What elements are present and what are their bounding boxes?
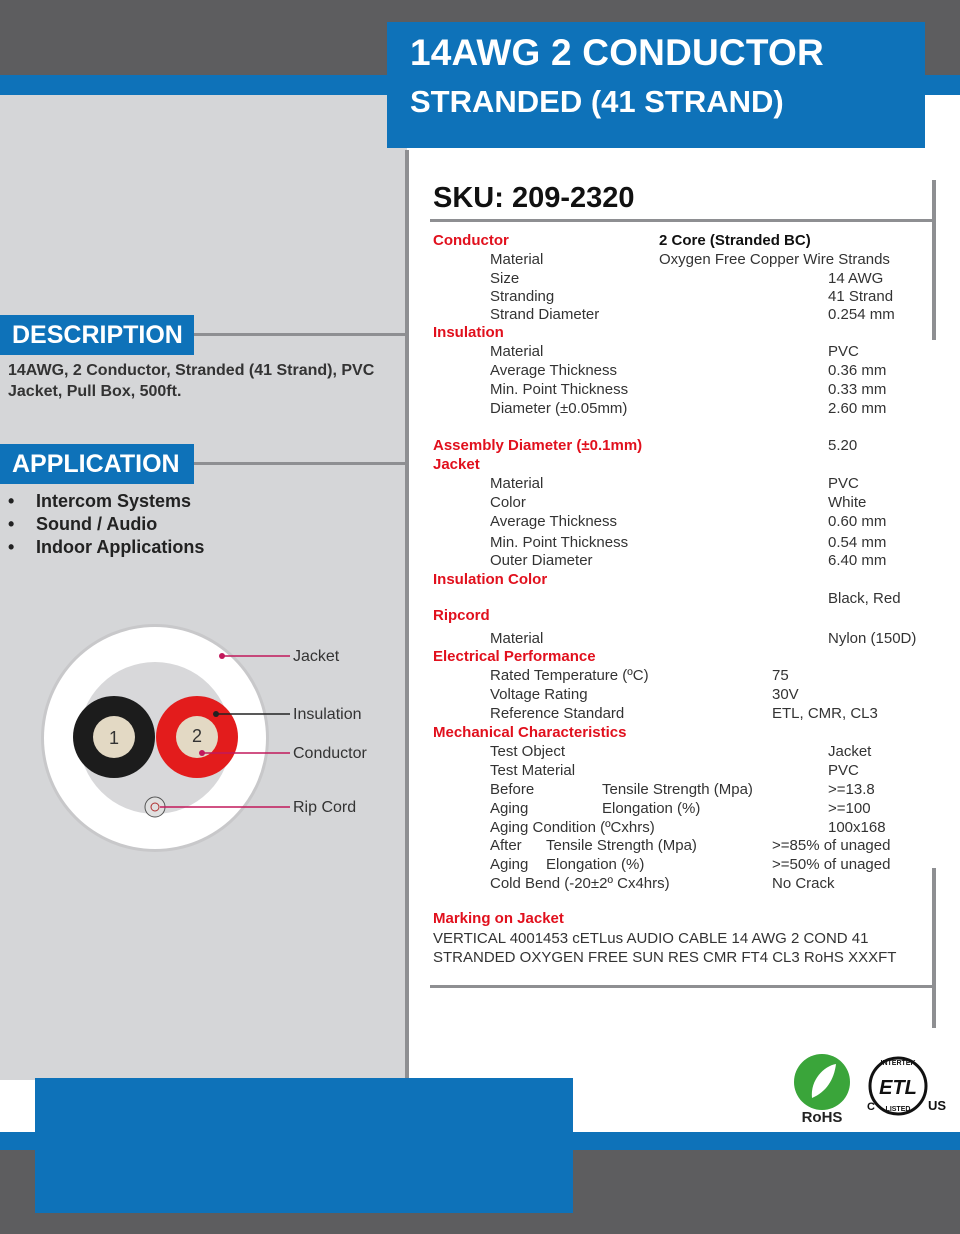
- spec-row-label: Material: [490, 475, 544, 492]
- etl-us-mark: US: [928, 1098, 947, 1113]
- spec-row-label: Aging: [490, 800, 529, 817]
- cable-cross-section-diagram: [0, 600, 400, 900]
- spec-row-value: 41 Strand: [828, 288, 894, 305]
- spec-row-sublabel: Tensile Strength (Mpa): [602, 781, 753, 798]
- spec-row-label: Aging: [490, 856, 529, 873]
- page-title-line2: STRANDED (41 STRAND): [410, 84, 784, 119]
- spec-row-value: 0.33 mm: [828, 381, 887, 398]
- left-panel: [0, 95, 407, 1080]
- spec-row-label: Average Thickness: [490, 362, 618, 379]
- spec-row-value: 75: [772, 667, 789, 684]
- spec-row-label: After: [490, 837, 522, 854]
- etl-mark: ETL: [879, 1077, 917, 1099]
- spec-row-label: Material: [490, 251, 544, 268]
- marking-heading: Marking on Jacket: [433, 910, 564, 927]
- frame-line-top: [932, 180, 936, 340]
- core-2-number: 2: [191, 726, 203, 746]
- spec-row-value: ETL, CMR, CL3: [772, 705, 878, 722]
- application-heading: APPLICATION: [0, 444, 194, 484]
- etl-logo: [867, 1058, 946, 1114]
- spec-row-label: Outer Diameter: [490, 552, 593, 569]
- marking-divider: [430, 985, 933, 988]
- spec-row-value: Jacket: [828, 743, 872, 760]
- application-rule: [194, 462, 407, 465]
- etl-listed-text: LISTED: [885, 1106, 911, 1113]
- page-title-line1: 14AWG 2 CONDUCTOR: [410, 32, 824, 73]
- spec-row-label: Before: [490, 781, 535, 798]
- spec-row-label: Material: [490, 343, 544, 360]
- spec-row-value: No Crack: [772, 875, 835, 892]
- spec-row-value: Black, Red: [828, 590, 901, 607]
- description-rule: [194, 333, 407, 336]
- spec-row-value: White: [828, 494, 867, 511]
- spec-row-label: Test Object: [490, 743, 566, 760]
- spec-row-value: >=85% of unaged: [772, 837, 891, 854]
- spec-row-sublabel: Elongation (%): [602, 800, 701, 817]
- spec-row-value: 2 Core (Stranded BC): [659, 232, 811, 249]
- etl-c-mark: C: [867, 1101, 875, 1113]
- bottom-blue-block: [35, 1078, 573, 1213]
- certification-logos: [790, 1050, 950, 1130]
- spec-section-label: Insulation: [433, 324, 504, 341]
- callout-dot-conductor: [199, 750, 205, 756]
- spec-row-value: >=13.8: [828, 781, 875, 798]
- description-text: 14AWG, 2 Conductor, Stranded (41 Strand), PVC Jacket, Pull Box, 500ft.: [8, 362, 375, 400]
- spec-row-value: 100x168: [828, 819, 886, 836]
- spec-row-value: 14 AWG: [828, 270, 884, 287]
- list-item: • Intercom Systems: [8, 491, 192, 511]
- spec-row-value: >=100: [828, 800, 871, 817]
- spec-row-label: Min. Point Thickness: [490, 534, 629, 551]
- spec-row-label: Test Material: [490, 762, 576, 779]
- spec-section-label: Electrical Performance: [433, 648, 596, 665]
- spec-row-value: 6.40 mm: [828, 552, 887, 569]
- callout-dot-jacket: [219, 653, 225, 659]
- spec-row-label: Average Thickness: [490, 513, 618, 530]
- application-list: [8, 490, 204, 559]
- spec-section-label: Conductor: [433, 232, 509, 249]
- panel-divider: [405, 150, 409, 1080]
- spec-row-value: Nylon (150D): [828, 630, 917, 647]
- label-rip-cord: Rip Cord: [293, 799, 357, 816]
- spec-row-label: Aging Condition (ºCxhrs): [490, 819, 655, 836]
- spec-row-value: >=50% of unaged: [772, 856, 891, 873]
- spec-section-label: Assembly Diameter (±0.1mm): [433, 437, 643, 454]
- rohs-label: RoHS: [801, 1109, 843, 1126]
- description-heading: DESCRIPTION: [0, 315, 194, 355]
- core-1-number: 1: [108, 728, 120, 748]
- spec-row-value: PVC: [828, 762, 859, 779]
- spec-row-label: Reference Standard: [490, 705, 625, 722]
- spec-row-label: Diameter (±0.05mm): [490, 400, 628, 417]
- spec-row-value: PVC: [828, 343, 859, 360]
- spec-row-value: 30V: [772, 686, 799, 703]
- spec-row-label: Material: [490, 630, 544, 647]
- spec-row-value: 0.54 mm: [828, 534, 887, 551]
- spec-row-value: PVC: [828, 475, 859, 492]
- spec-section-label: Jacket: [433, 456, 480, 473]
- callout-dot-insulation: [213, 711, 219, 717]
- etl-ring-text: INTERTEK: [880, 1060, 916, 1067]
- spec-section-label: Insulation Color: [433, 571, 548, 588]
- label-jacket: Jacket: [293, 648, 340, 665]
- list-item: • Indoor Applications: [8, 537, 205, 557]
- spec-row-label: Voltage Rating: [490, 686, 588, 703]
- frame-line-bottom: [932, 868, 936, 1028]
- sku-title: SKU: 209-2320: [433, 182, 635, 214]
- spec-row-value: 0.36 mm: [828, 362, 887, 379]
- spec-section-label: Ripcord: [433, 607, 490, 624]
- spec-row-value: 0.254 mm: [828, 306, 895, 323]
- spec-row-label: Strand Diameter: [490, 306, 600, 323]
- spec-row-label: Size: [490, 270, 520, 287]
- spec-row-sublabel: Tensile Strength (Mpa): [546, 837, 697, 854]
- spec-row-value: 2.60 mm: [828, 400, 887, 417]
- spec-row-label: Color: [490, 494, 526, 511]
- spec-row-sublabel: Elongation (%): [546, 856, 645, 873]
- sku-divider: [430, 219, 933, 222]
- rohs-logo: [794, 1054, 850, 1126]
- spec-row-label: Min. Point Thickness: [490, 381, 629, 398]
- label-conductor: Conductor: [293, 745, 367, 762]
- spec-row-value: 5.20: [828, 437, 858, 454]
- list-item: • Sound / Audio: [8, 514, 158, 534]
- spec-row-value: 0.60 mm: [828, 513, 887, 530]
- spec-row-label: Cold Bend (-20±2º Cx4hrs): [490, 875, 670, 892]
- spec-row-label: Rated Temperature (ºC): [490, 667, 649, 684]
- spec-row-label: Stranding: [490, 288, 555, 305]
- spec-section-label: Mechanical Characteristics: [433, 724, 627, 741]
- marking-text: VERTICAL 4001453 cETLus AUDIO CABLE 14 AWG 2 COND 41 STRANDED OXYGEN FREE SUN RES CMR FT4 CL3 RoHS XXXFT: [433, 930, 897, 966]
- spec-row-value: Oxygen Free Copper Wire Strands: [659, 251, 890, 268]
- label-insulation: Insulation: [293, 706, 362, 723]
